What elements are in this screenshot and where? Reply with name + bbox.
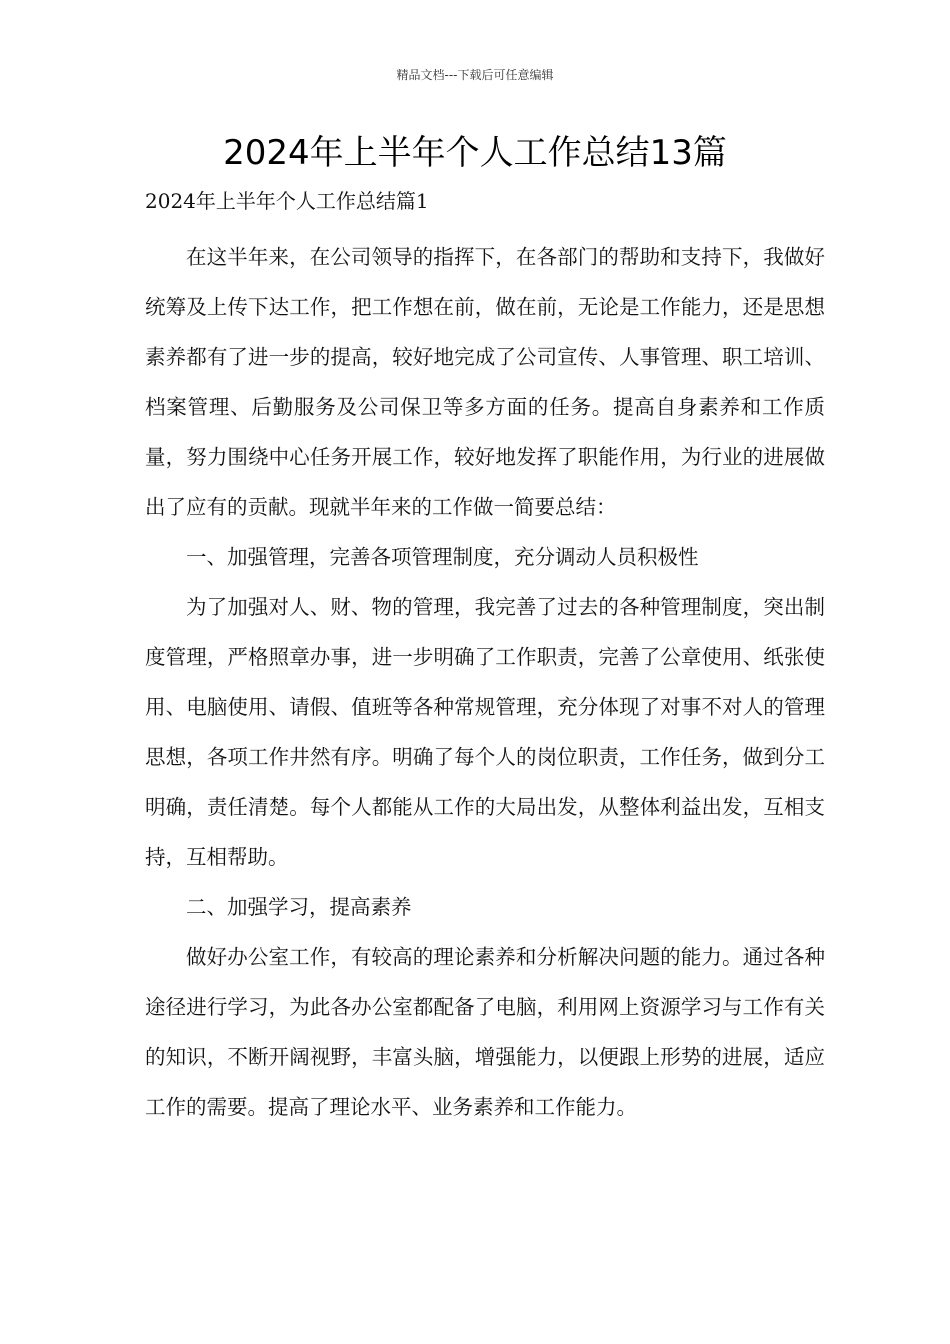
paragraph-management: 为了加强对人、财、物的管理，我完善了过去的各种管理制度，突出制度管理，严格照章办事，进一步明确了工作职责，完善了公章使用、纸张使用、电脑使用、请假、值班等各种常规管理，充分体现了对事不对人的管理思想，各项工作井然有序。明确了每个人的岗位职责，工作任务，做到分工明确，责任清楚。每个人都能从工作的大局出发，从整体利益出发，互相支持，互相帮助。 [145, 595, 825, 869]
header-note: 精品文档---下载后可任意编辑 [396, 68, 554, 82]
subheading-management: 一、加强管理，完善各项管理制度，充分调动人员积极性 [186, 545, 699, 569]
subheading-study: 二、加强学习，提高素养 [186, 895, 412, 919]
section-heading: 2024年上半年个人工作总结篇1 [145, 189, 429, 213]
paragraph-study: 做好办公室工作，有较高的理论素养和分析解决问题的能力。通过各种途径进行学习，为此各办公室都配备了电脑，利用网上资源学习与工作有关的知识，不断开阔视野，丰富头脑，增强能力，以便跟上形势的进展，适应工作的需要。提高了理论水平、业务素养和工作能力。 [145, 945, 825, 1119]
paragraph-intro: 在这半年来，在公司领导的指挥下，在各部门的帮助和支持下，我做好统筹及上传下达工作，把工作想在前，做在前，无论是工作能力，还是思想素养都有了进一步的提高，较好地完成了公司宣传、人事管理、职工培训、档案管理、后勤服务及公司保卫等多方面的任务。提高自身素养和工作质量，努力围绕中心任务开展工作，较好地发挥了职能作用，为行业的进展做出了应有的贡献。现就半年来的工作做一简要总结： [145, 245, 825, 519]
document-title: 2024年上半年个人工作总结13篇 [223, 133, 727, 173]
document-body [145, 232, 825, 1132]
